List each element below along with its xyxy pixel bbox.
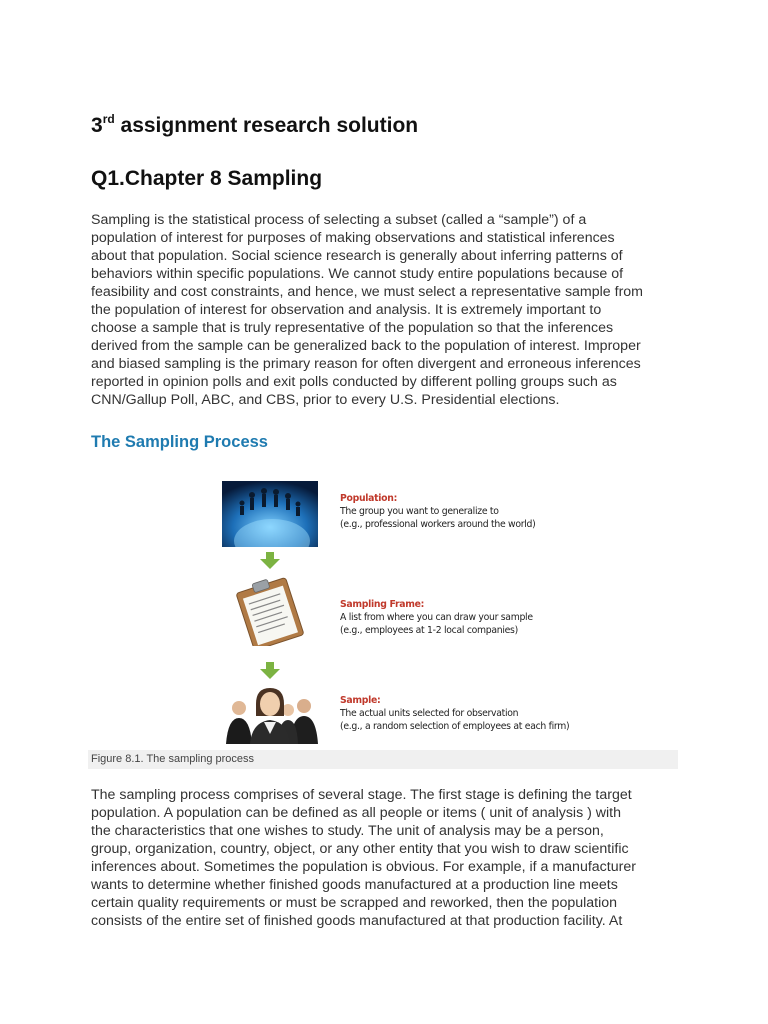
stage-description: The actual units selected for observation	[340, 708, 519, 719]
chapter-heading: Q1.Chapter 8 Sampling	[91, 167, 323, 190]
paragraph-line: consists of the entire set of finished goods manufactured at that production facility. At	[91, 913, 623, 929]
stage-example: (e.g., professional workers around the world)	[340, 519, 536, 530]
sampling-frame-stage-text	[340, 598, 533, 637]
paragraph-line: The sampling process comprises of several stage. The first stage is defining the target	[91, 787, 632, 803]
down-arrow-icon	[258, 662, 282, 680]
paragraph-line: group, organization, country, object, or any other entity that you wish to draw scientific	[91, 841, 629, 857]
stage-title: Population:	[340, 493, 397, 504]
section-heading: The Sampling Process	[91, 433, 268, 451]
stage-title: Sampling Frame:	[340, 599, 425, 610]
paragraph-line: inferences about. Sometimes the population is obvious. For example, if a manufacturer	[91, 859, 636, 875]
stage-example: (e.g., a random selection of employees at each firm)	[340, 721, 570, 732]
population-globe-image	[222, 481, 318, 547]
paragraph-line: behaviors within specific populations. We cannot study entire populations because of	[91, 266, 624, 282]
stage-example: (e.g., employees at 1-2 local companies)	[340, 625, 518, 636]
paragraph-line: derived from the sample can be generalized back to the population of interest. Improper	[91, 338, 641, 354]
sampling-process-figure	[222, 476, 682, 746]
paragraph-line: certain quality requirements or must be scrapped and reworked, then the population	[91, 895, 618, 911]
clipboard-icon	[226, 576, 314, 646]
paragraph-line: the characteristics that one wishes to study. The unit of analysis may be a person,	[91, 823, 604, 839]
title-superscript: rd	[102, 112, 115, 126]
title-text: assignment research solution	[114, 114, 419, 137]
paragraph-line: wants to determine whether finished goods manufactured at a production line meets	[91, 877, 618, 893]
body-paragraph	[91, 786, 691, 930]
sample-stage-text	[340, 694, 569, 733]
down-arrow-icon	[258, 552, 282, 570]
paragraph-line: reported in opinion polls and exit polls conducted by different polling groups such as	[91, 374, 617, 390]
paragraph-line: feasibility and cost constraints, and hence, we must select a representative sample from	[91, 284, 644, 300]
population-stage-text	[340, 492, 535, 531]
paragraph-line: about that population. Social science research is generally about inferring patterns of	[91, 248, 623, 264]
document-title	[91, 114, 418, 138]
sample-people-image	[224, 680, 320, 746]
paragraph-line: population of interest for purposes of making observations and statistical inferences	[91, 230, 615, 246]
paragraph-line: CNN/Gallup Poll, ABC, and CBS, prior to every U.S. Presidential elections.	[91, 392, 560, 408]
figure-caption: Figure 8.1. The sampling process	[91, 753, 255, 765]
intro-paragraph	[91, 211, 691, 409]
title-number: 3	[91, 114, 103, 137]
paragraph-line: Sampling is the statistical process of selecting a subset (called a “sample”) of a	[91, 212, 587, 228]
stage-description: The group you want to generalize to	[340, 506, 499, 517]
stage-title: Sample:	[340, 695, 381, 706]
stage-description: A list from where you can draw your sample	[340, 612, 533, 623]
paragraph-line: population. A population can be defined as all people or items ( unit of analysis ) with	[91, 805, 622, 821]
figure-caption-bar	[88, 750, 678, 769]
paragraph-line: and biased sampling is the primary reason for often divergent and erroneous inferences	[91, 356, 641, 372]
paragraph-line: choose a sample that is truly representative of the population so that the inferences	[91, 320, 614, 336]
paragraph-line: the population of interest for observation and analysis. It is extremely important to	[91, 302, 602, 318]
